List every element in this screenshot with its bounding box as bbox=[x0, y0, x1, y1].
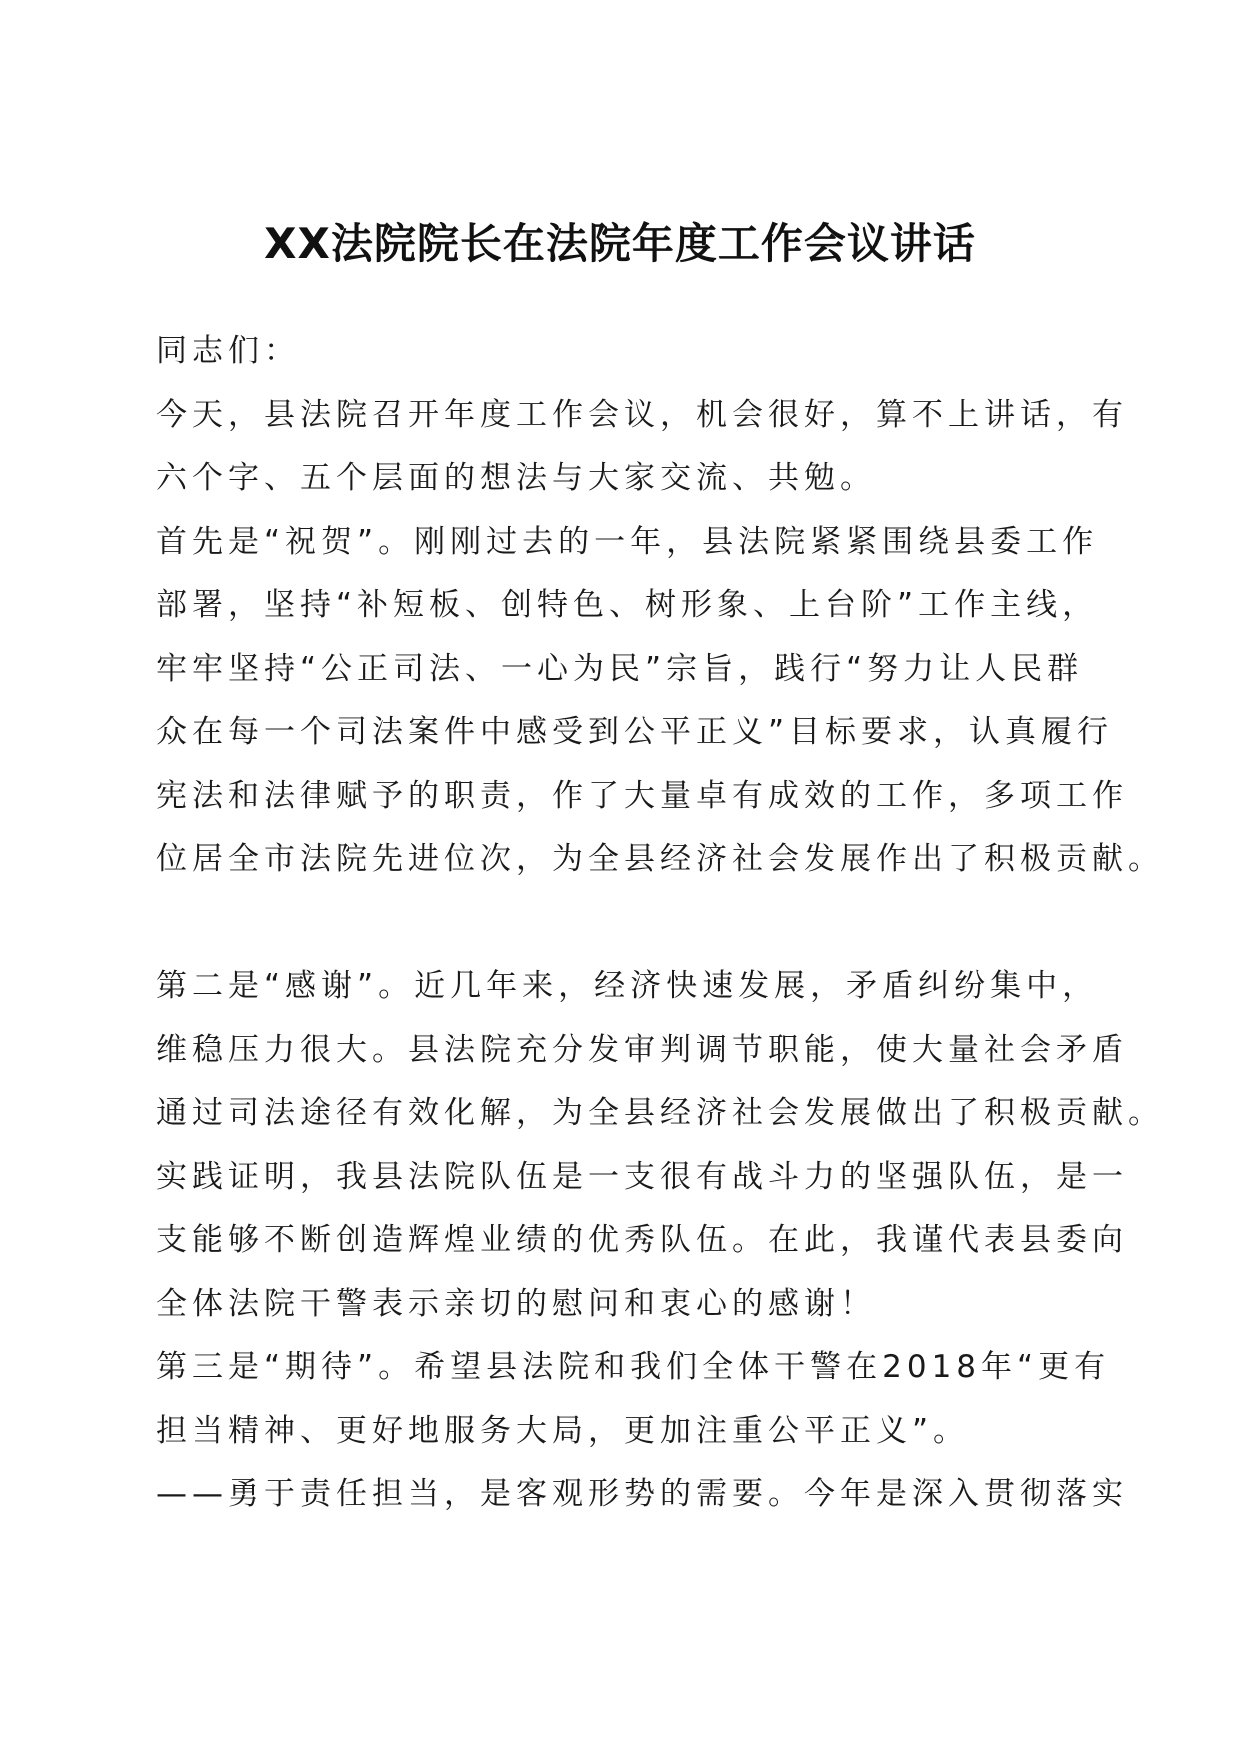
paragraph-line: 维稳压力很大。县法院充分发审判调节职能，使大量社会矛盾 bbox=[156, 1031, 1128, 1068]
paragraph-line: 今天，县法院召开年度工作会议，机会很好，算不上讲话，有 bbox=[156, 396, 1128, 433]
paragraph-line: 全体法院干警表示亲切的慰问和衷心的感谢！ bbox=[156, 1285, 876, 1322]
document-title: XX法院院长在法院年度工作会议讲话 bbox=[264, 219, 976, 268]
paragraph-line: 担当精神、更好地服务大局，更加注重公平正义”。 bbox=[156, 1412, 970, 1449]
paragraph-line: 支能够不断创造辉煌业绩的优秀队伍。在此，我谨代表县委向 bbox=[156, 1222, 1128, 1258]
paragraph-line: 牢牢坚持“公正司法、一心为民”宗旨，践行“努力让人民群 bbox=[156, 650, 1084, 687]
blank-line bbox=[156, 892, 1086, 956]
paragraph-line: 宪法和法律赋予的职责，作了大量卓有成效的工作，多项工作 bbox=[156, 777, 1128, 814]
paragraph-line: 众在每一个司法案件中感受到公平正义”目标要求，认真履行 bbox=[156, 714, 1114, 750]
paragraph-line: 六个字、五个层面的想法与大家交流、共勉。 bbox=[156, 460, 876, 496]
document-body bbox=[156, 320, 1164, 1527]
paragraph-line: 通过司法途径有效化解，为全县经济社会发展做出了积极贡献。 bbox=[156, 1095, 1164, 1131]
paragraph-line: ——勇于责任担当，是客观形势的需要。今年是深入贯彻落实 bbox=[156, 1476, 1128, 1512]
paragraph-line: 第三是“期待”。希望县法院和我们全体干警在2018年“更有 bbox=[156, 1349, 1111, 1385]
paragraph-line: 首先是“祝贺”。刚刚过去的一年，县法院紧紧围绕县委工作 bbox=[156, 523, 1099, 560]
paragraph-line: 位居全市法院先进位次，为全县经济社会发展作出了积极贡献。 bbox=[156, 841, 1164, 877]
paragraph-line: 实践证明，我县法院队伍是一支很有战斗力的坚强队伍，是一 bbox=[156, 1158, 1128, 1195]
salutation: 同志们： bbox=[156, 333, 300, 369]
paragraph-line: 部署，坚持“补短板、创特色、树形象、上台阶”工作主线， bbox=[156, 587, 1099, 623]
paragraph-line: 第二是“感谢”。近几年来，经济快速发展，矛盾纠纷集中， bbox=[156, 968, 1099, 1004]
